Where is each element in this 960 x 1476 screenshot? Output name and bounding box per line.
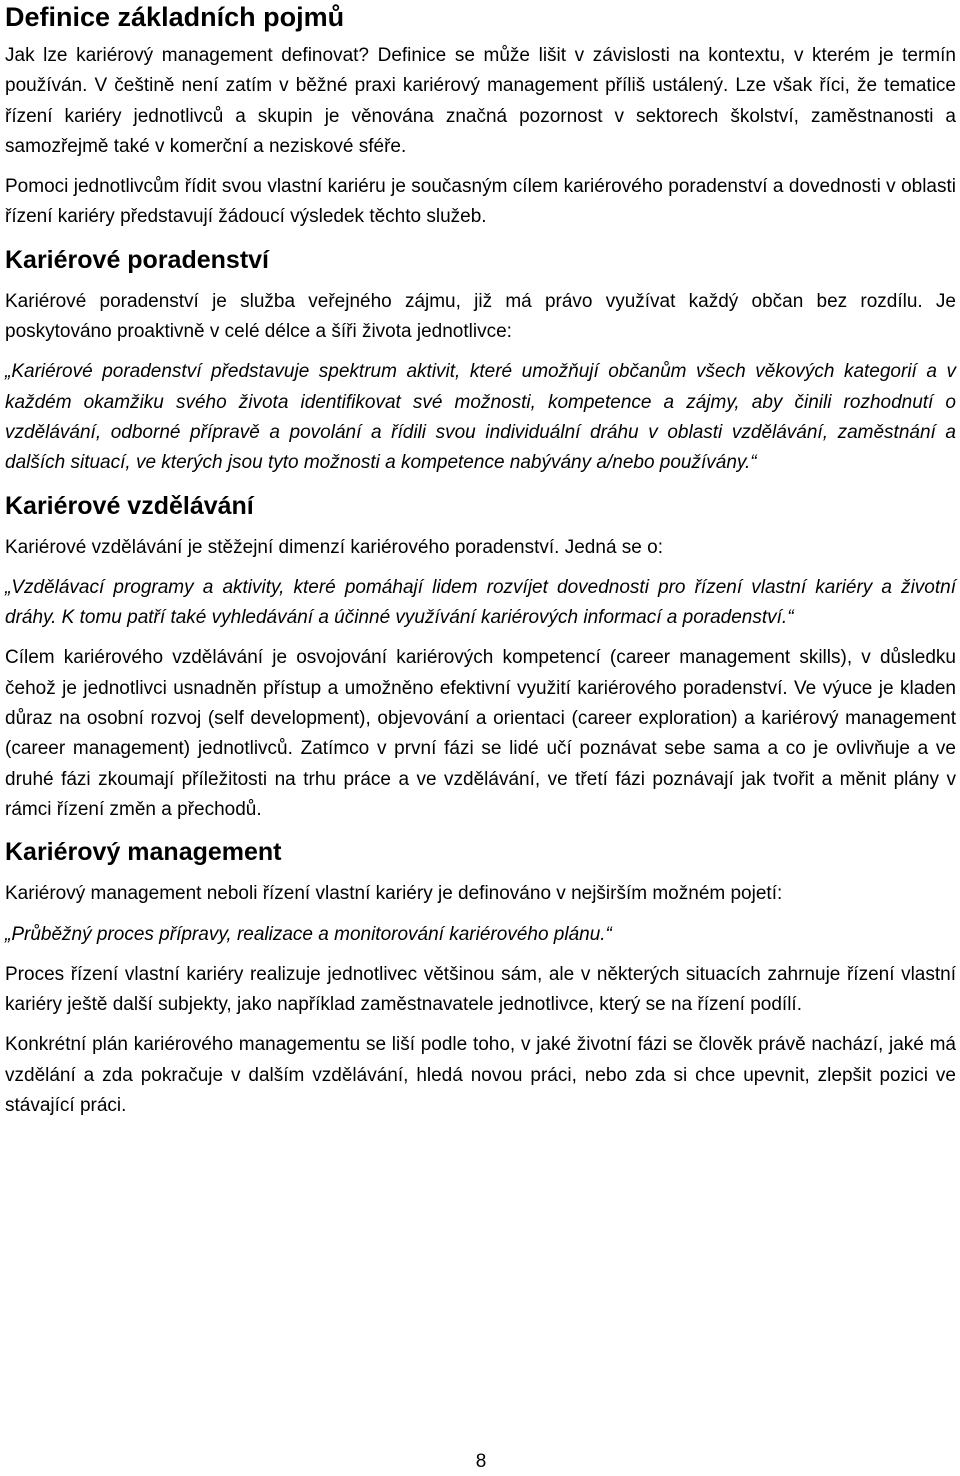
section-2-quote: „Vzdělávací programy a aktivity, které pomáhají lidem rozvíjet dovednosti pro řízení vlastní kariéry a životní dráhy. K tomu patří také vyhledávání a účinné využívání kariérových informací a poradenství.“: [5, 576, 956, 629]
intro-paragraph-1: Jak lze kariérový management definovat? Definice se může lišit v závislosti na kontextu, v kterém je termín používán. V češtině není zatím v běžné praxi kariérový management příliš ustálený. Lze však říci, že tematice řízení kariéry jednotlivců a skupin je věnována značná pozornost v sektorech školství, zaměstnanosti a samozřejmě také v komerční a neziskové sféře.: [5, 45, 956, 157]
section-2-paragraph: Kariérové vzdělávání je stěžejní dimenzí kariérového poradenství. Jedná se o:: [5, 536, 663, 558]
page-title: Definice základních pojmů: [5, 2, 345, 32]
section-3-after-paragraph-1: Proces řízení vlastní kariéry realizuje jednotlivec většinou sám, ale v některých situacích zahrnuje řízení vlastní kariéry ještě další subjekty, jako například zaměstnavatele jednotlivce, který se na řízení podílí.: [5, 963, 956, 1016]
section-heading-karierove-poradenstvi: Kariérové poradenství: [5, 245, 269, 274]
section-2-after-paragraph: Cílem kariérového vzdělávání je osvojování kariérových kompetencí (career management skills), v důsledku čehož je jednotlivci usnadněn přístup a umožněno efektivní využití kariérového poradenství. Ve výuce je kladen důraz na osobní rozvoj (self development), objevování a orientaci (career exploration) a kariérový management (career management) jednotlivců. Zatímco v první fázi se lidé učí poznávat sebe sama a co je ovlivňuje a ve druhé fázi zkoumají příležitosti na trhu práce a ve vzdělávání, ve třetí fázi poznávají jak tvořit a měnit plány v rámci řízení změn a přechodů.: [5, 647, 956, 820]
section-3-quote: „Průběžný proces přípravy, realizace a monitorování kariérového plánu.“: [5, 923, 612, 945]
section-3-after-paragraph-2: Konkrétní plán kariérového managementu se liší podle toho, v jaké životní fázi se člověk právě nachází, jaké má vzdělání a zda pokračuje v dalším vzdělávání, hledá novou práci, nebo zda si chce upevnit, zlepšit pozici ve stávající práci.: [5, 1034, 956, 1117]
document-page: [5, 0, 956, 1121]
section-1-quote: „Kariérové poradenství představuje spektrum aktivit, které umožňují občanům všech věkových kategorií a v každém okamžiku svého života identifikovat své možnosti, kompetence a zájmy, aby činili rozhodnutí o vzdělávání, odborné přípravě a povolání a řídili svou individuální dráhu v oblasti vzdělávání, zaměstnání a dalších situací, ve kterých jsou tyto možnosti a kompetence nabývány a/nebo používány.“: [5, 361, 956, 474]
section-3-paragraph: Kariérový management neboli řízení vlastní kariéry je definováno v nejširším možném pojetí:: [5, 883, 783, 905]
section-heading-kariérovy-management: Kariérový management: [5, 838, 282, 867]
page-number: 8: [475, 1451, 487, 1472]
section-heading-karierove-vzdelavani: Kariérové vzdělávání: [5, 491, 254, 520]
page-footer: [0, 1450, 960, 1474]
section-1-paragraph: Kariérové poradenství je služba veřejného zájmu, již má právo využívat každý občan bez rozdílu. Je poskytováno proaktivně v celé délce a šíři života jednotlivce:: [5, 290, 956, 343]
intro-paragraph-2: Pomoci jednotlivcům řídit svou vlastní kariéru je současným cílem kariérového poradenství a dovednosti v oblasti řízení kariéry představují žádoucí výsledek těchto služeb.: [5, 176, 956, 228]
